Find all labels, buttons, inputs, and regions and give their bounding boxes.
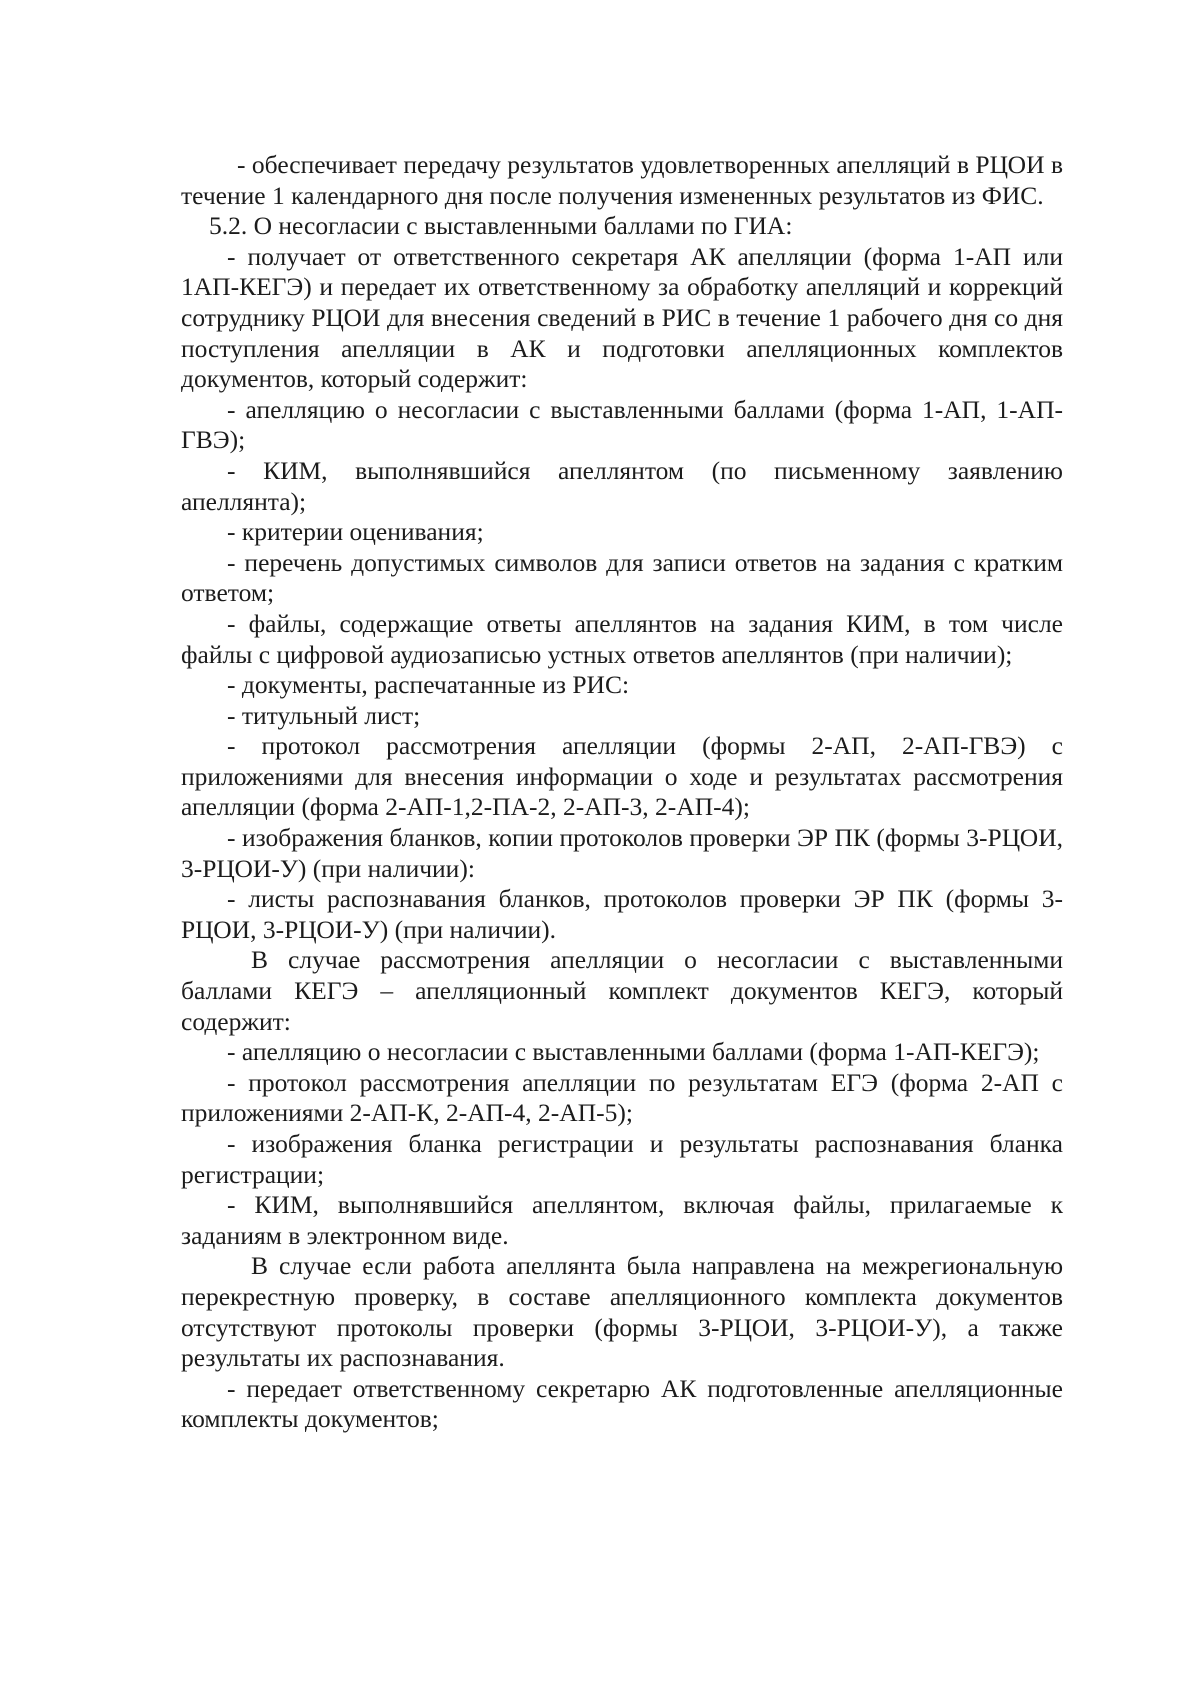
list-item: - КИМ, выполнявшийся апеллянтом (по письменному заявлению апеллянта); xyxy=(181,455,1063,516)
list-item: - КИМ, выполнявшийся апеллянтом, включая файлы, прилагаемые к заданиям в электронном виде. xyxy=(181,1190,1063,1250)
list-item: - апелляцию о несогласии с выставленными баллами (форма 1-АП-КЕГЭ); xyxy=(227,1037,1040,1067)
list-item: - изображения бланка регистрации и результаты распознавания бланка регистрации; xyxy=(181,1129,1063,1189)
list-item: - документы, распечатанные из РИС: xyxy=(227,670,630,700)
list-item: - титульный лист; xyxy=(227,700,421,730)
paragraph: В случае если работа апеллянта была направлена на межрегиональную перекрестную проверку, в составе апелляционного комплекта документов отсутствуют протоколы проверки (формы 3-РЦОИ, 3-РЦОИ-У), а также результаты их распознавания. xyxy=(181,1251,1063,1373)
list-item: - получает от ответственного секретаря АК апелляции (форма 1-АП или 1АП-КЕГЭ) и передает их ответственному за обработку апелляций и коррекций сотруднику РЦОИ для внесения сведений в РИС в течение 1 рабочего дня со дня поступления апелляции в АК и подготовки апелляционных комплектов документов, который содержит: xyxy=(181,241,1063,394)
list-item: - файлы, содержащие ответы апеллянтов на задания КИМ, в том числе файлы с цифровой аудиозаписью устных ответов апеллянтов (при наличии); xyxy=(181,608,1063,669)
document-page xyxy=(181,150,1063,1435)
list-item: - апелляцию о несогласии с выставленными баллами (форма 1-АП, 1-АП-ГВЭ); xyxy=(181,394,1063,455)
list-item: - протокол рассмотрения апелляции (формы 2-АП, 2-АП-ГВЭ) с приложениями для внесения информации о ходе и результатах рассмотрения апелляции (форма 2-АП-1,2-ПА-2, 2-АП-3, 2-АП-4); xyxy=(181,731,1063,822)
list-item: - изображения бланков, копии протоколов проверки ЭР ПК (формы 3-РЦОИ, 3-РЦОИ-У) (при наличии): xyxy=(181,823,1063,883)
list-item: - критерии оценивания; xyxy=(227,517,484,547)
list-item: - протокол рассмотрения апелляции по результатам ЕГЭ (форма 2-АП с приложениями 2-АП-К, 2-АП-4, 2-АП-5); xyxy=(181,1067,1063,1128)
paragraph: В случае рассмотрения апелляции о несогласии с выставленными баллами КЕГЭ – апелляционный комплект документов КЕГЭ, который содержит: xyxy=(181,945,1063,1036)
section-heading: 5.2. О несогласии с выставленными баллами по ГИА: xyxy=(209,211,793,241)
list-item: - перечень допустимых символов для записи ответов на задания с кратким ответом; xyxy=(181,547,1063,608)
list-item: - передает ответственному секретарю АК подготовленные апелляционные комплекты документов; xyxy=(181,1373,1063,1434)
list-item: - листы распознавания бланков, протоколов проверки ЭР ПК (формы 3-РЦОИ, 3-РЦОИ-У) (при наличии). xyxy=(181,884,1063,944)
list-item: - обеспечивает передачу результатов удовлетворенных апелляций в РЦОИ в течение 1 календарного дня после получения измененных результатов из ФИС. xyxy=(181,150,1063,210)
